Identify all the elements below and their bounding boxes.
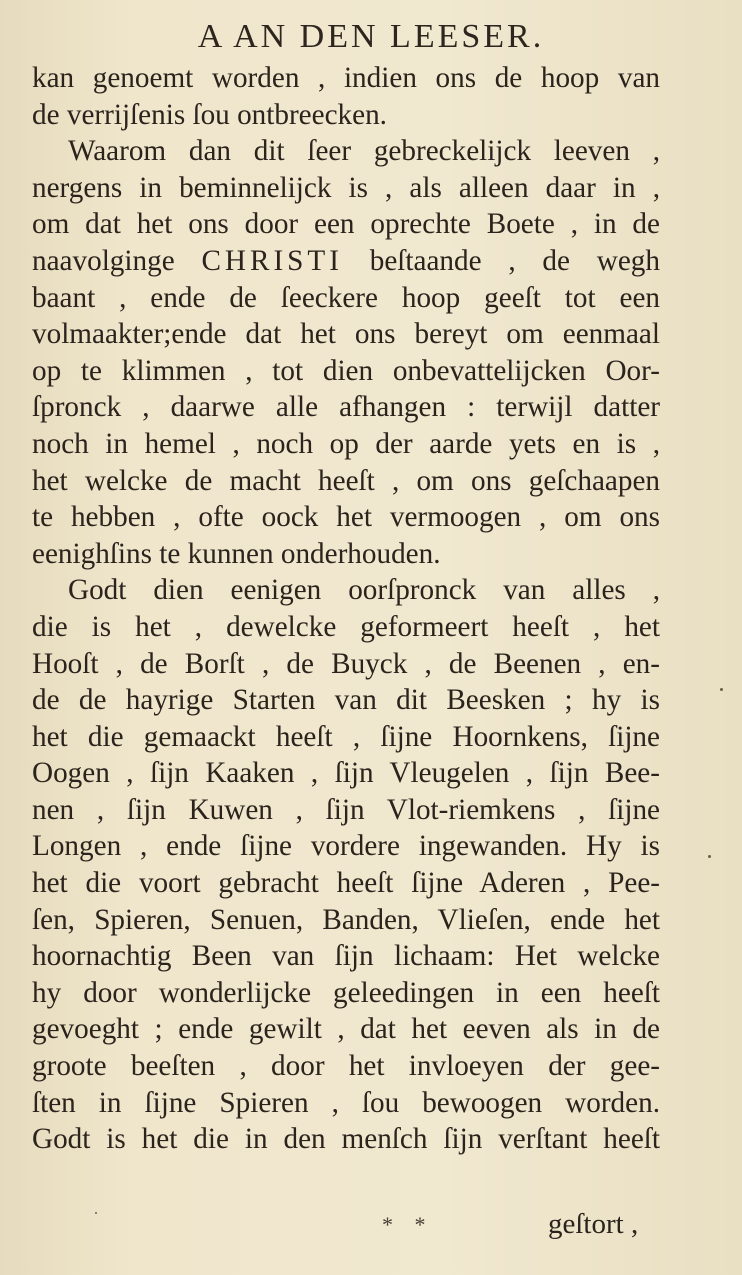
text-line: naavolginge CHRISTI beſtaande , de wegh: [32, 244, 660, 277]
paper-speck-decoration: [720, 688, 723, 691]
text-line: Godt is het die in den menſch ſijn verſtant heeſt: [32, 1123, 660, 1156]
text-line: het welcke de macht heeſt , om ons geſchaapen: [32, 464, 660, 497]
text-line: de de hayrige Starten van dit Beesken ; hy is: [32, 684, 660, 717]
text-line: het die gemaackt heeſt , ſijne Hoornkens, ſijne: [32, 720, 660, 753]
text-line: groote beeſten , door het invloeyen der gee-: [32, 1050, 660, 1083]
text-line: Longen , ende ſijne vordere ingewanden. Hy is: [32, 830, 660, 863]
text-line: te hebben , ofte oock het vermoogen , om ons: [32, 501, 660, 534]
running-title: A AN DEN LEESER.: [197, 18, 545, 55]
text-line: volmaakter;ende dat het ons bereyt om eenmaal: [32, 318, 660, 351]
text-line: Oogen , ſijn Kaaken , ſijn Vleugelen , ſijn Bee-: [32, 757, 660, 790]
text-line: hy door wonderlijcke geleedingen in een heeſt: [32, 976, 660, 1009]
text-line: ſpronck , daarwe alle afhangen : terwijl datter: [32, 391, 660, 424]
text-line: noch in hemel , noch op der aarde yets en is ,: [32, 427, 660, 460]
text-line: eenighſins te kunnen onderhouden.: [32, 537, 441, 570]
text-line: om dat het ons door een oprechte Boete , in de: [32, 208, 660, 241]
text-line: hoornachtig Been van ſijn lichaam: Het welcke: [32, 940, 660, 973]
text-line: Waarom dan dit ſeer gebreckelijck leeven ,: [68, 135, 660, 168]
text-line: ſten in ſijne Spieren , ſou bewoogen worden.: [32, 1086, 660, 1119]
text-line: Godt dien eenigen oorſpronck van alles ,: [68, 574, 660, 607]
paper-speck-decoration: [708, 855, 711, 858]
text-line: Hooſt , de Borſt , de Buyck , de Beenen , en-: [32, 647, 660, 680]
text-line: op te klimmen , tot dien onbevattelijcken Oor-: [32, 354, 660, 387]
catchword: geſtort ,: [548, 1208, 639, 1240]
text-line: gevoeght ; ende gewilt , dat het eeven als in de: [32, 1013, 660, 1046]
small-caps-name: CHRISTI: [201, 244, 343, 277]
text-line: nergens in beminnelijck is , als alleen daar in ,: [32, 171, 660, 204]
text-line: baant , ende de ſeeckere hoop geeſt tot een: [32, 281, 660, 314]
text-line: ſen, Spieren, Senuen, Banden, Vlieſen, ende het: [32, 903, 660, 936]
text-line: kan genoemt worden , indien ons de hoop van: [32, 62, 660, 94]
page-footer: [0, 1208, 742, 1248]
text-line: nen , ſijn Kuwen , ſijn Vlot-riemkens , ſijne: [32, 793, 660, 826]
signature-mark: * *: [382, 1212, 434, 1237]
text-line: het die voort gebracht heeſt ſijne Aderen , Pee-: [32, 867, 660, 900]
text-line: die is het , dewelcke geformeert heeſt , het: [32, 610, 660, 643]
paper-speck-decoration: [95, 1212, 97, 1214]
body-text: [32, 60, 660, 1158]
text-line: de verrijſenis ſou ontbreecken.: [32, 98, 387, 131]
